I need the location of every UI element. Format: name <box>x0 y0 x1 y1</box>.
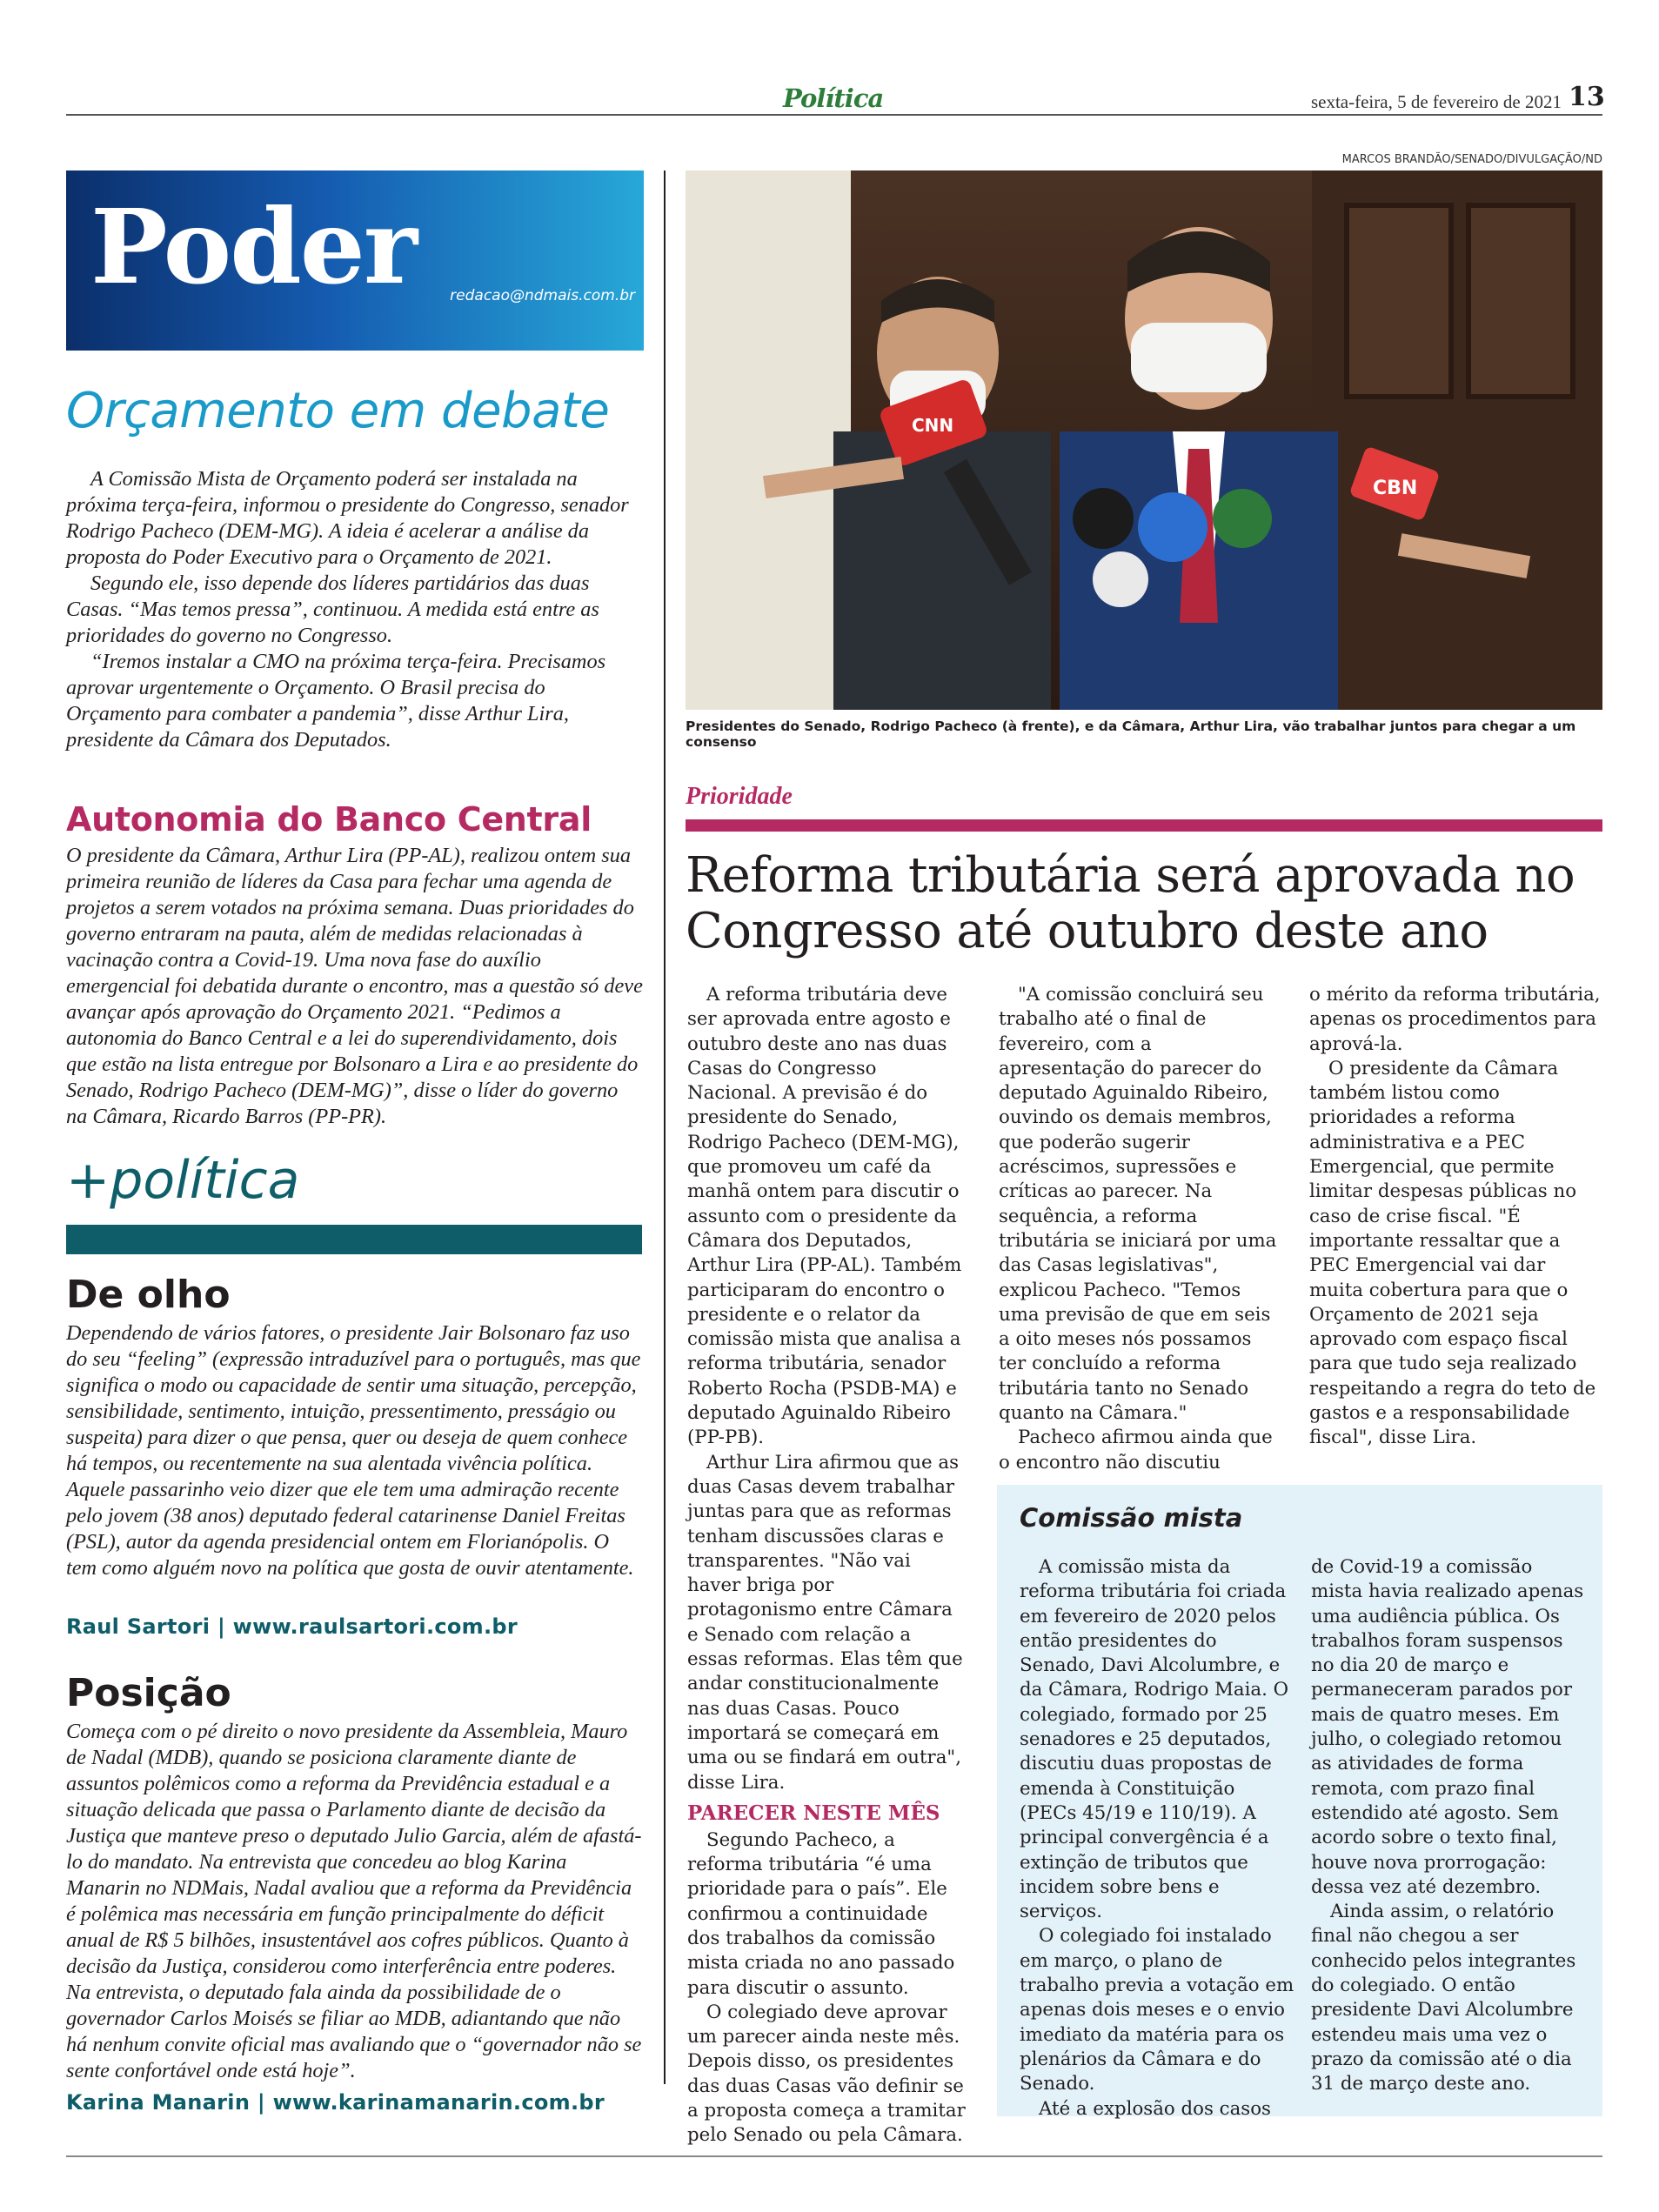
mic-cbn-label: CBN <box>1373 478 1418 499</box>
box-title: Comissão mista <box>1020 1503 1243 1533</box>
article-paragraph: Pacheco afirmou ainda que o encontro não discutiu <box>999 1427 1273 1474</box>
article-paragraph: O presidente da Câmara também listou como prioridades a reforma administrativa e a PEC Emergencial, que permite limitar despesas públicas no caso de crise fiscal. "É importante ressaltar que a PEC Emergencial vai dar muita cobertura para que o Orçamento de 2021 seja aprovado com espaço fiscal para que tudo seja realizado respeitando a regra do teto de gastos e a responsabilidade fiscal", disse Lira. <box>1309 1057 1596 1449</box>
article-subhead: PARECER NESTE MÊS <box>687 1801 940 1825</box>
mic-cnn-label: CNN <box>912 415 954 436</box>
orcamento-paragraph: Segundo ele, isso depende dos líderes partidários das duas Casas. “Mas temos pressa”, continuou. A medida está entre as prioridades do governo no Congresso. <box>66 571 599 647</box>
article-column-3 <box>1309 983 1602 1451</box>
posicao-paragraph: Começa com o pé direito o novo presidente da Assembleia, Mauro de Nadal (MDB), quando se posiciona claramente diante de assuntos polêmicos como a reforma da Previdência estadual e a situação delicada que passa o Parlamento diante de decisão da Justiça que manteve preso o deputado Julio Garcia, além de afastá-lo do mandato. Na entrevista que concedeu ao blog Karina Manarin no NDMais, Nadal avaliou que a reforma da Previdência é polêmica mas necessária em função principalmente do déficit anual de R$ 5 bilhões, insustentável aos cofres públicos. Quanto à decisão da Justiça, considerou como interferência entre poderes. Na entrevista, o deputado fala ainda da possibilidade de o governador Carlos Moisés se filiar ao MDB, adiantando que não há nenhum convite oficial mas avaliando que o “governador não se sente confortável onde está hoje”. <box>66 1720 642 2082</box>
kicker-rule <box>686 819 1602 832</box>
column-title: Poder <box>90 186 417 307</box>
column-email[interactable]: redacao@ndmais.com.br <box>450 287 635 304</box>
mais-politica-bar <box>66 1225 642 1254</box>
autonomia-paragraph: O presidente da Câmara, Arthur Lira (PP-AL), realizou ontem sua primeira reunião de líderes da Casa para fechar uma agenda de projetos a serem votados na próxima semana. Duas prioridades do governo entraram na pauta, além de medidas relacionadas à vacinação contra a Covid-19. Uma nova fase do auxílio emergencial foi debatida durante o encontro, mas a questão só deve avançar após aprovação do Orçamento 2021. “Pedimos a autonomia do Banco Central e a lei do superendividamento, dois que estão na lista entregue por Bolsonaro a Lira e ao presidente do Senado, Rodrigo Pacheco (DEM-MG)”, disse o líder do governo na Câmara, Ricardo Barros (PP-PR). <box>66 844 643 1128</box>
box-paragraph: A comissão mista da reforma tributária foi criada em fevereiro de 2020 pelos então presidentes do Senado, Davi Alcolumbre, e da Câmara, Rodrigo Maia. O colegiado, formado por 25 senadores e 25 deputados, discutiu duas propostas de emenda à Constituição (PECs 45/19 e 110/19). A principal convergência é a extinção de tributos que incidem sobre bens e serviços. <box>1020 1556 1289 1923</box>
box-column-1 <box>1020 1555 1296 2122</box>
photo-caption: Presidentes do Senado, Rodrigo Pacheco (à frente), e da Câmara, Arthur Lira, vão trabalhar juntos para chegar a um consenso <box>686 718 1576 750</box>
footer-rule <box>66 2155 1602 2157</box>
article-headline: Reforma tributária será aprovada no Congresso até outubro deste ano <box>686 847 1575 959</box>
article-kicker: Prioridade <box>686 783 793 810</box>
box-paragraph: Ainda assim, o relatório final não chegou a ser conhecido pelos integrantes do colegiado. O então presidente Davi Alcolumbre estendeu mais uma vez o prazo da comissão até o dia 31 de março deste ano. <box>1311 1901 1576 2095</box>
orcamento-title: Orçamento em debate <box>66 383 610 439</box>
article-paragraph: Segundo Pacheco, a reforma tributária “é uma prioridade para o país”. Ele confirmou a continuidade dos trabalhos da comissão mista criada no ano passado para discutir o assunto. <box>687 1828 955 1999</box>
article-paragraph: A reforma tributária deve ser aprovada entre agosto e outubro deste ano nas duas Casas do Congresso Nacional. A previsão é do presidente do Senado, Rodrigo Pacheco (DEM-MG), que promoveu um café da manhã ontem para discutir o assunto com o presidente da Câmara dos Deputados, Arthur Lira (PP-AL). Também participaram do encontro o presidente e o relator da comissão mista que analisa a reforma tributária, senador Roberto Rocha (PSDB-MA) e deputado Aguinaldo Ribeiro (PP-PB). <box>687 984 962 1449</box>
posicao-title: Posição <box>66 1671 231 1715</box>
section-name: Política <box>783 84 884 113</box>
autonomia-title: Autonomia do Banco Central <box>66 800 592 839</box>
box-paragraph: Até a explosão dos casos <box>1039 2097 1271 2120</box>
article-paragraph: "A comissão concluirá seu trabalho até o final de fevereiro, com a apresentação do parecer do deputado Aguinaldo Ribeiro, ouvindo os demais membros, que poderão sugerir acréscimos, supressões e críticas ao parecer. Na sequência, a reforma tributária se iniciará por uma das Casas legislativas", explicou Pacheco. "Temos uma previsão de que em seis a oito meses nós possamos ter concluído a reforma tributária tanto no Senado quanto na Câmara." <box>999 984 1277 1425</box>
article-paragraph: o mérito da reforma tributária, apenas os procedimentos para aprová-la. <box>1309 984 1601 1055</box>
posicao-byline[interactable]: Karina Manarin | www.karinamanarin.com.br <box>66 2090 605 2115</box>
posicao-body <box>66 1719 644 2084</box>
column-divider <box>664 170 666 2084</box>
mais-politica-title: +política <box>66 1150 300 1211</box>
autonomia-body <box>66 843 644 1130</box>
de-olho-paragraph: Dependendo de vários fatores, o presidente Jair Bolsonaro faz uso do seu “feeling” (expressão intraduzível para o português, mas que significa o modo ou capacidade de sentir uma situação, percepção, sensibilidade, sentimento, intuição, pressentimento, presságio ou suspeita) para dizer o que pensa, quer ou deseja de quem conhece há tempos, ou recentemente na sua alentada vivência política. Aquele passarinho veio dizer que ele tem uma admiração recente pelo jovem (38 anos) deputado federal catarinense Daniel Freitas (PSL), autor da agenda presidencial ontem em Florianópolis. O tem como alguém novo na política que gosta de ouvir atentamente. <box>66 1321 641 1580</box>
header-rule <box>66 114 1602 116</box>
box-column-2 <box>1311 1555 1588 2097</box>
photo-illustration <box>686 170 1602 710</box>
box-paragraph: O colegiado foi instalado em março, o plano de trabalho previa a votação em apenas dois meses e o envio imediato da matéria para os plenários da Câmara e do Senado. <box>1020 1925 1294 2095</box>
de-olho-body <box>66 1320 644 1581</box>
header-date: sexta-feira, 5 de fevereiro de 2021 <box>1310 91 1562 112</box>
orcamento-paragraph: “Iremos instalar a CMO na próxima terça-feira. Precisamos aprovar urgentemente o Orçamento. O Brasil precisa do Orçamento para combater a pandemia”, disse Arthur Lira, presidente da Câmara dos Deputados. <box>66 650 606 752</box>
box-paragraph: de Covid-19 a comissão mista havia realizado apenas uma audiência pública. Os trabalhos foram suspensos no dia 20 de março e permaneceram parados por mais de quatro meses. Em julho, o colegiado retomou as atividades de forma remota, com prazo final estendido até agosto. Sem acordo sobre o texto final, houve nova prorrogação: dessa vez até dezembro. <box>1311 1556 1584 1898</box>
article-column-1 <box>687 983 966 2149</box>
orcamento-paragraph: A Comissão Mista de Orçamento poderá ser instalada na próxima terça-feira, informou o presidente do Congresso, senador Rodrigo Pacheco (DEM-MG). A ideia é acelerar a análise da proposta do Poder Executivo para o Orçamento de 2021. <box>66 467 629 569</box>
article-paragraph: Arthur Lira afirmou que as duas Casas devem trabalhar juntas para que as reformas tenham discussões claras e transparentes. "Não vai haver briga por protagonismo entre Câmara e Senado com relação a essas reformas. Elas têm que andar constitucionalmente nas duas Casas. Pouco importará se começará em uma ou se findará em outra", disse Lira. <box>687 1451 963 1794</box>
photo-credit: MARCOS BRANDÃO/SENADO/DIVULGAÇÃO/ND <box>1341 153 1602 166</box>
de-olho-title: De olho <box>66 1273 231 1317</box>
orcamento-body <box>66 466 644 753</box>
article-paragraph: O colegiado deve aprovar um parecer ainda neste mês. Depois disso, os presidentes das duas Casas vão definir se a proposta começa a tramitar pelo Senado ou pela Câmara. <box>687 2001 966 2147</box>
de-olho-byline[interactable]: Raul Sartori | www.raulsartori.com.br <box>66 1614 518 1639</box>
page-number: 13 <box>1569 82 1605 112</box>
news-photo <box>686 170 1602 710</box>
article-column-2 <box>999 983 1277 1475</box>
